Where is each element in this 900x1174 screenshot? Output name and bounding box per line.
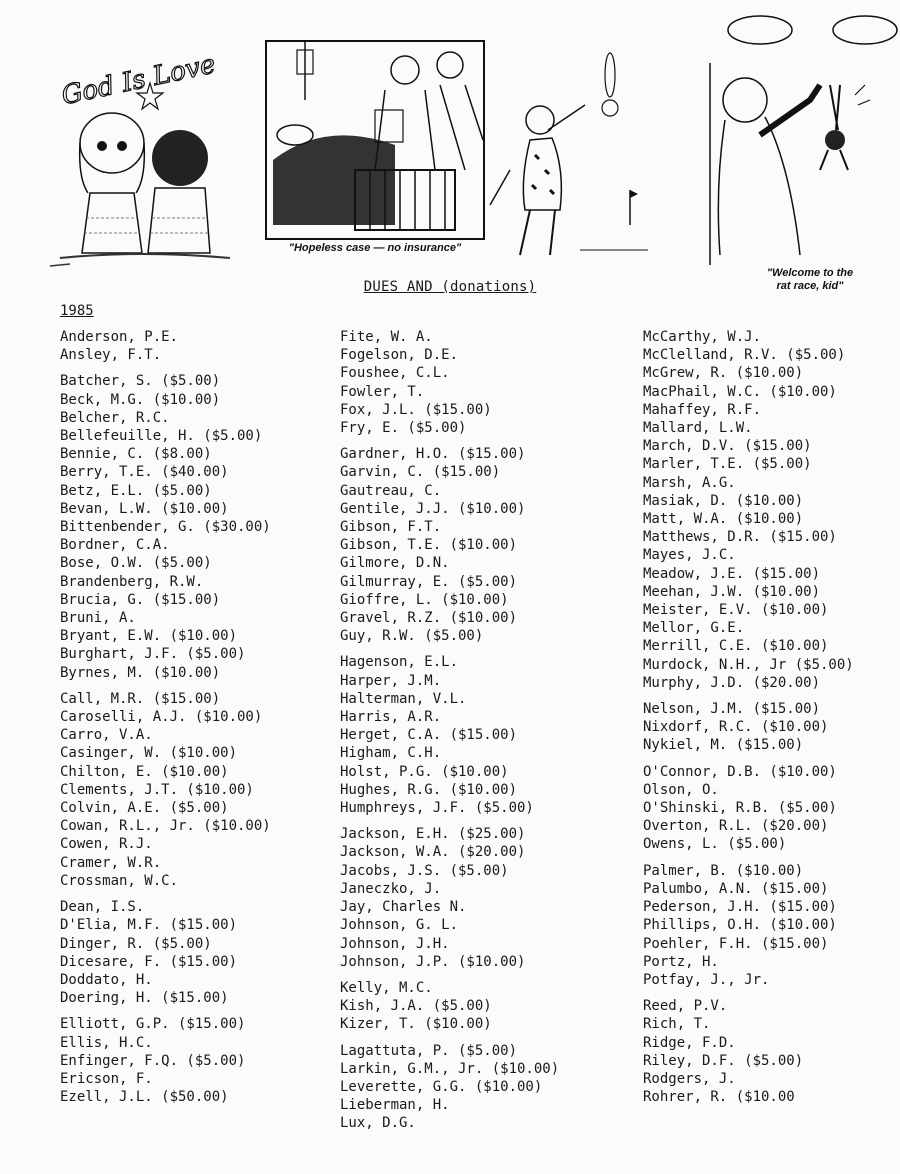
member-entry: Portz, H. [643,953,719,970]
member-entry: Masiak, D. ($10.00) [643,492,804,509]
member-entry: Bittenbender, G. ($30.00) [60,519,271,536]
member-entry: Palumbo, A.N. ($15.00) [643,880,829,897]
member-entry: Bellefeuille, H. ($5.00) [60,428,263,445]
member-entry: Berry, T.E. ($40.00) [60,464,229,481]
hospital-cartoon [265,40,485,240]
member-entry: Jackson, W.A. ($20.00) [340,844,526,861]
member-entry: Clements, J.T. ($10.00) [60,781,254,798]
member-entry: Nixdorf, R.C. ($10.00) [643,719,829,736]
member-entry: Palmer, B. ($10.00) [643,862,804,879]
member-entry: Gautreau, C. [340,482,442,499]
member-entry: Cowen, R.J. [60,836,153,853]
member-entry: Rodgers, J. [643,1070,736,1087]
member-entry: Crossman, W.C. [60,872,179,889]
hospital-cartoon-caption: "Hopeless case — no insurance" [288,242,462,254]
member-entry: Mellor, G.E. [643,620,745,637]
name-group [340,653,559,817]
member-entry: Gentile, J.J. ($10.00) [340,500,526,517]
member-entry: Doering, H. ($15.00) [60,990,229,1007]
member-entry: Meadow, J.E. ($15.00) [643,565,821,582]
name-group [60,328,271,364]
member-entry: Enfinger, F.Q. ($5.00) [60,1052,246,1069]
member-entry: Bevan, L.W. ($10.00) [60,500,229,517]
member-entry: Pederson, J.H. ($15.00) [643,899,837,916]
member-entry: Jay, Charles N. [340,899,467,916]
member-entry: Herget, C.A. ($15.00) [340,727,518,744]
member-entry: Ericson, F. [60,1070,153,1087]
member-entry: Cramer, W.R. [60,854,162,871]
member-entry: Chilton, E. ($10.00) [60,763,229,780]
member-entry: Guy, R.W. ($5.00) [340,628,484,645]
member-entry: Dean, I.S. [60,899,145,916]
member-entry: Casinger, W. ($10.00) [60,745,238,762]
member-entry: Lagattuta, P. ($5.00) [340,1042,518,1059]
member-entry: Cowan, R.L., Jr. ($10.00) [60,818,271,835]
member-entry: Marsh, A.G. [643,474,736,491]
member-entry: McClelland, R.V. ($5.00) [643,347,846,364]
member-entry: Matt, W.A. ($10.00) [643,511,804,528]
member-entry: Bose, O.W. ($5.00) [60,555,212,572]
member-entry: Rich, T. [643,1016,711,1033]
name-group [340,825,559,971]
member-entry: Poehler, F.H. ($15.00) [643,935,829,952]
name-group [60,1015,271,1106]
member-entry: Fry, E. ($5.00) [340,420,467,437]
member-entry: Marler, T.E. ($5.00) [643,456,812,473]
member-entry: Riley, D.F. ($5.00) [643,1052,804,1069]
member-entry: Gilmurray, E. ($5.00) [340,573,518,590]
member-entry: Gilmore, D.N. [340,555,450,572]
member-entry: Murphy, J.D. ($20.00) [643,674,821,691]
page-heading: DUES AND (donations) [363,279,537,295]
member-entry: Anderson, P.E. [60,329,179,345]
name-group [643,997,854,1106]
member-entry: Johnson, J.P. ($10.00) [340,953,526,970]
member-entry: Higham, C.H. [340,745,442,762]
rat-race-caption-line2: rat race, kid" [776,280,844,292]
member-entry: Larkin, G.M., Jr. ($10.00) [340,1060,560,1077]
member-entry: Betz, E.L. ($5.00) [60,482,212,499]
member-entry: Burghart, J.F. ($5.00) [60,646,246,663]
member-entry: Halterman, V.L. [340,690,467,707]
member-entry: Ansley, F.T. [60,347,162,364]
member-entry: Mallard, L.W. [643,420,753,437]
member-entry: O'Shinski, R.B. ($5.00) [643,800,837,817]
member-column-3 [643,328,854,1114]
member-entry: Nykiel, M. ($15.00) [643,737,804,754]
member-entry: Caroselli, A.J. ($10.00) [60,709,263,726]
member-entry: March, D.V. ($15.00) [643,438,812,455]
name-group [60,690,271,890]
member-entry: Owens, L. ($5.00) [643,836,787,853]
member-entry: Gardner, H.O. ($15.00) [340,446,526,463]
member-entry: Jackson, E.H. ($25.00) [340,826,526,843]
member-entry: Gibson, F.T. [340,519,442,536]
member-entry: Olson, O. [643,781,719,798]
name-group [60,372,271,681]
member-entry: Rohrer, R. ($10.00 [643,1089,795,1106]
rat-race-cartoon-caption [735,267,885,293]
member-entry: Fox, J.L. ($15.00) [340,401,492,418]
member-entry: MacPhail, W.C. ($10.00) [643,383,837,400]
member-entry: Overton, R.L. ($20.00) [643,818,829,835]
member-entry: Kish, J.A. ($5.00) [340,998,492,1015]
member-entry: Gibson, T.E. ($10.00) [340,537,518,554]
god-is-love-clipart [40,18,245,273]
member-entry: Potfay, J., Jr. [643,971,770,988]
member-entry: Mayes, J.C. [643,547,736,564]
member-entry: O'Connor, D.B. ($10.00) [643,763,837,780]
member-entry: Hagenson, E.L. [340,654,459,671]
member-entry: Dicesare, F. ($15.00) [60,953,238,970]
member-entry: Nelson, J.M. ($15.00) [643,701,821,718]
member-entry: Janeczko, J. [340,880,442,897]
member-entry: Leverette, G.G. ($10.00) [340,1078,543,1095]
member-entry: McCarthy, W.J. [643,329,762,345]
member-entry: Ellis, H.C. [60,1034,153,1051]
member-entry: Carro, V.A. [60,727,153,744]
member-entry: Jacobs, J.S. ($5.00) [340,862,509,879]
year-label: 1985 [60,303,94,319]
member-entry: Fogelson, D.E. [340,347,459,364]
member-entry: Matthews, D.R. ($15.00) [643,529,837,546]
member-entry: Harper, J.M. [340,672,442,689]
member-entry: Hughes, R.G. ($10.00) [340,781,518,798]
name-group [340,328,559,437]
member-entry: Reed, P.V. [643,998,728,1015]
member-entry: Bordner, C.A. [60,537,170,554]
member-entry: Doddato, H. [60,971,153,988]
member-entry: Holst, P.G. ($10.00) [340,763,509,780]
member-entry: Foushee, C.L. [340,365,450,382]
member-entry: Ridge, F.D. [643,1034,736,1051]
member-entry: Kelly, M.C. [340,979,433,996]
member-entry: Brucia, G. ($15.00) [60,591,221,608]
member-entry: Gravel, R.Z. ($10.00) [340,610,518,627]
member-entry: Murdock, N.H., Jr ($5.00) [643,656,854,673]
member-entry: Lux, D.G. [340,1115,416,1132]
member-entry: Harris, A.R. [340,709,442,726]
member-entry: Brandenberg, R.W. [60,573,204,590]
member-column-1 [60,328,271,1114]
member-entry: Meister, E.V. ($10.00) [643,602,829,619]
god-is-love-lettering: God Is Love [59,49,219,112]
member-entry: Colvin, A.E. ($5.00) [60,800,229,817]
member-entry: McGrew, R. ($10.00) [643,365,804,382]
name-group [643,328,854,692]
member-entry: Call, M.R. ($15.00) [60,690,221,707]
member-entry: Fite, W. A. [340,329,433,345]
name-group [60,898,271,1007]
member-entry: Gioffre, L. ($10.00) [340,591,509,608]
member-entry: Bennie, C. ($8.00) [60,446,212,463]
rat-race-cartoon [700,5,900,270]
member-entry: Batcher, S. ($5.00) [60,373,221,390]
member-entry: Dinger, R. ($5.00) [60,935,212,952]
member-entry: D'Elia, M.F. ($15.00) [60,917,238,934]
member-entry: Beck, M.G. ($10.00) [60,391,221,408]
member-entry: Bruni, A. [60,610,136,627]
member-column-2 [340,328,559,1141]
member-entry: Johnson, J.H. [340,935,450,952]
member-entry: Fowler, T. [340,383,425,400]
member-entry: Ezell, J.L. ($50.00) [60,1089,229,1106]
member-entry: Belcher, R.C. [60,409,170,426]
member-entry: Mahaffey, R.F. [643,401,762,418]
member-entry: Johnson, G. L. [340,917,459,934]
member-entry: Garvin, C. ($15.00) [340,464,501,481]
member-entry: Merrill, C.E. ($10.00) [643,638,829,655]
name-group [340,979,559,1034]
name-group [340,1042,559,1133]
member-entry: Humphreys, J.F. ($5.00) [340,800,534,817]
member-entry: Meehan, J.W. ($10.00) [643,583,821,600]
name-group [643,700,854,755]
name-group [643,763,854,854]
name-group [643,862,854,989]
rat-race-caption-line1: "Welcome to the [766,267,854,279]
member-entry: Byrnes, M. ($10.00) [60,664,221,681]
name-group [340,445,559,645]
member-entry: Elliott, G.P. ($15.00) [60,1016,246,1033]
member-entry: Lieberman, H. [340,1097,450,1114]
member-entry: Kizer, T. ($10.00) [340,1016,492,1033]
member-entry: Bryant, E.W. ($10.00) [60,628,238,645]
golfer-cartoon [480,30,650,260]
member-entry: Phillips, O.H. ($10.00) [643,917,837,934]
